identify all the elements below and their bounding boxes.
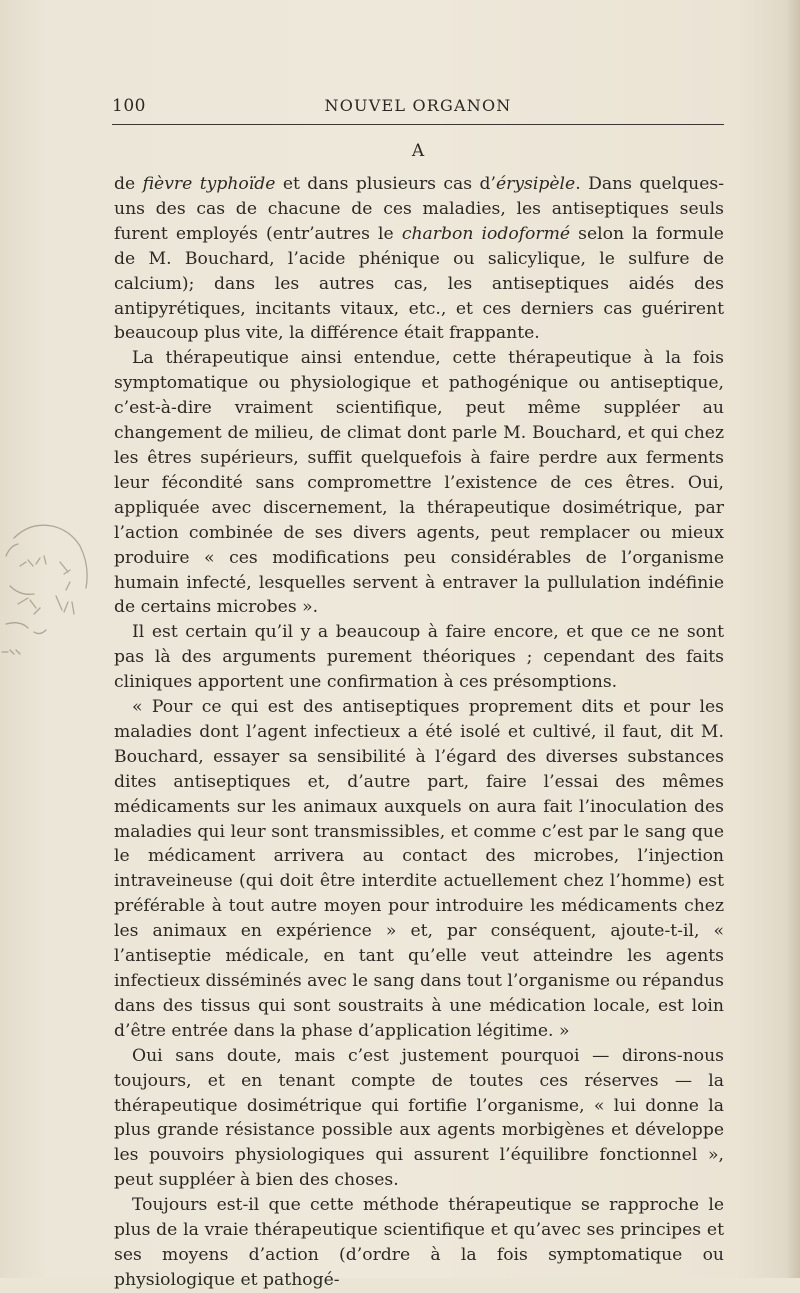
text-run: et dans plusieurs cas d’ xyxy=(275,174,496,194)
paragraph xyxy=(114,1044,724,1193)
paragraph xyxy=(114,695,724,1044)
text-run: de xyxy=(114,174,143,194)
text-run: Oui sans doute, mais c’est justement pourquoi — dirons-nous toujours, et en tenant compte de toutes ces réserves — la thérapeutique dosimétrique qui fortifie l’organisme, « lui donne la plus grande résistance possible aux agents morbigènes et développe les pouvoirs physiologiques qui assurent l’équilibre fonctionnel », peut suppléer à bien des choses. xyxy=(114,1045,724,1191)
text-run: Toujours est-il que cette méthode thérapeutique se rapproche le plus de la vraie thérapeutique scientifique et qu’avec ses principes et ses moyens d’action (d’ordre à la fois symptomatique ou physiologique et pathogé- xyxy=(114,1195,724,1290)
italic-term: charbon iodoformé xyxy=(401,223,571,244)
text-run: . Dans quelques-uns des cas de chacune de ces maladies, les antiseptiques seuls furent employés (entr’autres le xyxy=(114,174,725,244)
text-run: « Pour ce qui est des antiseptiques proprement dits et pour les maladies dont l’agent infectieux a été isolé et cultivé, il faut, dit M. Bouchard, essayer sa sensibilité à l’égard des diverses substances dites antiseptiques et, d’autre part, faire l’essai des mêmes médicaments sur les animaux auxquels on aura fait l’inoculation des maladies qui leur sont transmissibles, et comme c’est par le sang que le médicament arrivera au contact des microbes, l’injection intraveineuse (qui doit être interdite actuellement chez l’homme) est préférable à tout autre moyen pour introduire les médicaments chez les animaux en expérience » et, par conséquent, ajoute-t-il, « l’antiseptie médicale, en tant qu’elle veut atteindre les agents infectieux disséminés avec le sang dans tout l’organisme ou répandus dans des tissus qui sont soustraits à une médication locale, est loin d’être entrée dans la phase d’application légitime. » xyxy=(114,697,724,1041)
italic-term: érysipèle xyxy=(495,174,576,194)
header-rule xyxy=(112,124,724,125)
section-letter: A xyxy=(411,141,425,161)
page-header xyxy=(112,94,724,122)
text-run: Il est certain qu’il y a beaucoup à faire encore, et que ce ne sont pas là des arguments purement théoriques ; cependant des faits cliniques apportent une confirmation à ces présomptions. xyxy=(114,622,724,693)
paragraph xyxy=(114,346,724,620)
body-text xyxy=(114,172,724,1293)
page-edge-shadow xyxy=(786,0,800,1278)
text-run: selon la formule de M. Bouchard, l’acide phénique ou salicylique, le sulfure de calcium); dans les autres cas, les antiseptiques aidés des antipyrétiques, incitants vitaux, etc., et ces derniers cas guérirent beaucoup plus vite, la différence était frappante. xyxy=(114,223,724,344)
library-stamp-icon xyxy=(0,516,96,666)
paragraph xyxy=(114,620,724,695)
running-title: NOUVEL ORGANON xyxy=(324,96,512,115)
paragraph xyxy=(114,172,724,346)
page-number: 100 xyxy=(112,96,146,116)
italic-term: fièvre typhoïde xyxy=(142,174,276,194)
text-run: La thérapeutique ainsi entendue, cette thérapeutique à la fois symptomatique ou physiologique et pathogénique ou antiseptique, c’est-à-dire vraiment scientifique, peut même suppléer au changement de milieu, de climat dont parle M. Bouchard, et qui chez les êtres supérieurs, suffit quelquefois à faire perdre aux ferments leur fécondité sans compromettre l’existence de ces êtres. Oui, appliquée avec discernement, la thérapeutique dosimétrique, par l’action combinée de ses divers agents, peut remplacer ou mieux produire « ces modifications peu considérables de l’organisme humain infecté, lesquelles servent à entraver la pullulation indéfinie de certains microbes ». xyxy=(114,348,724,618)
